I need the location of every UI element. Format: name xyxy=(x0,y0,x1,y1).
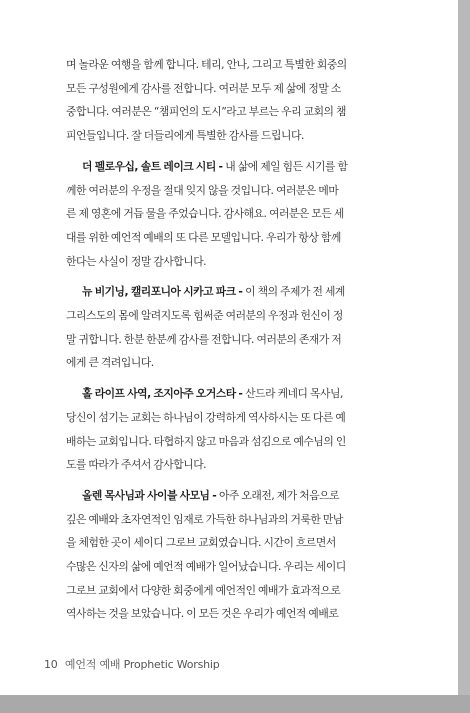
text-line: 대를 위한 예언적 예배의 또 다른 모델입니다. 우리가 항상 함께 xyxy=(66,230,341,244)
text-line: 역사하는 것을 보았습니다. 이 모든 것은 우리가 예언적 예배로 xyxy=(66,607,339,621)
paragraph-continued xyxy=(66,53,399,148)
page-edge-bottom xyxy=(0,695,470,713)
text-segment: 이 책의 주제가 전 세계 xyxy=(245,285,345,299)
text-line: 배하는 교회입니다. 타협하지 않고 마음과 섬김으로 예수님의 인 xyxy=(66,434,346,448)
page-number: 10 xyxy=(44,658,58,671)
text-line: 모든 구성원에게 감사를 전합니다. 여러분 모두 제 삶에 정말 소 xyxy=(66,81,341,95)
text-segment: 산드라 케네디 목사님, xyxy=(245,387,343,401)
text-line: 당신이 섬기는 교회는 하나님이 강력하게 역사하시는 또 다른 예 xyxy=(66,410,346,424)
text-line xyxy=(66,484,399,508)
text-line: 께한 여러분의 우정을 절대 잊지 않을 것입니다. 여러분은 메마 xyxy=(66,183,339,197)
text-line: 며 놀라운 여행을 함께 합니다. 테리, 안나, 그리고 특별한 회중의 xyxy=(66,58,347,71)
text-line: 깊은 예배와 초자연적인 임재로 가득한 하나님과의 거룩한 만남 xyxy=(66,512,343,526)
page-edge-right xyxy=(458,0,470,695)
paragraph-whole-life xyxy=(66,382,399,477)
running-title: 예언적 예배 Prophetic Worship xyxy=(64,658,220,671)
paragraph-heading: 홀 라이프 사역, 조지아주 오거스타 - xyxy=(82,387,246,401)
text-line: 그리스도의 몸에 알려지도록 힘써준 여러분의 우정과 헌신이 정 xyxy=(66,309,343,323)
text-line xyxy=(66,155,399,179)
text-line: 을 체험한 곳이 세이디 그로브 교회였습니다. 시간이 흐르면서 xyxy=(66,536,336,550)
text-line: 도를 따라가 주셔서 감사합니다. xyxy=(66,458,207,472)
text-line: 한다는 사실이 정말 감사합니다. xyxy=(66,254,207,268)
text-line: 중합니다. 여러분은 “챔피언의 도시”라고 부르는 우리 교회의 챔 xyxy=(66,105,346,119)
paragraph-heading: 뉴 비기닝, 캘리포니아 시카고 파크 - xyxy=(82,285,246,299)
text-line: 말 귀합니다. 한분 한분께 감사를 전합니다. 여러분의 존재가 저 xyxy=(66,332,342,346)
paragraph-pastors xyxy=(66,484,399,626)
text-line: 그로브 교회에서 다양한 회중에게 예언적인 예배가 효과적으로 xyxy=(66,583,341,597)
paragraph-heading: 더 펠로우십, 솔트 레이크 시티 - xyxy=(82,159,226,173)
text-line xyxy=(66,382,399,406)
text-segment: 내 삶에 제일 힘든 시기를 함 xyxy=(225,159,348,173)
text-line: 피언들입니다. 잘 더들리에게 특별한 감사를 드립니다. xyxy=(66,129,304,143)
text-line: 에게 큰 격려입니다. xyxy=(66,356,154,370)
text-segment: 아주 오래전, 제가 처음으로 xyxy=(218,488,340,502)
body-text xyxy=(66,53,399,633)
page-footer xyxy=(44,656,220,672)
paragraph-fellowship xyxy=(66,155,399,274)
paragraph-heading: 올렌 목사님과 사이블 사모님 - xyxy=(82,488,219,502)
text-line xyxy=(66,280,399,304)
text-line: 른 제 영혼에 거듭 물을 주었습니다. 감사해요. 여러분은 모든 세 xyxy=(66,207,344,221)
text-line: 수많은 신자의 삶에 예언적 예배가 일어났습니다. 우리는 세이디 xyxy=(66,560,346,574)
paragraph-new-beginning xyxy=(66,280,399,375)
